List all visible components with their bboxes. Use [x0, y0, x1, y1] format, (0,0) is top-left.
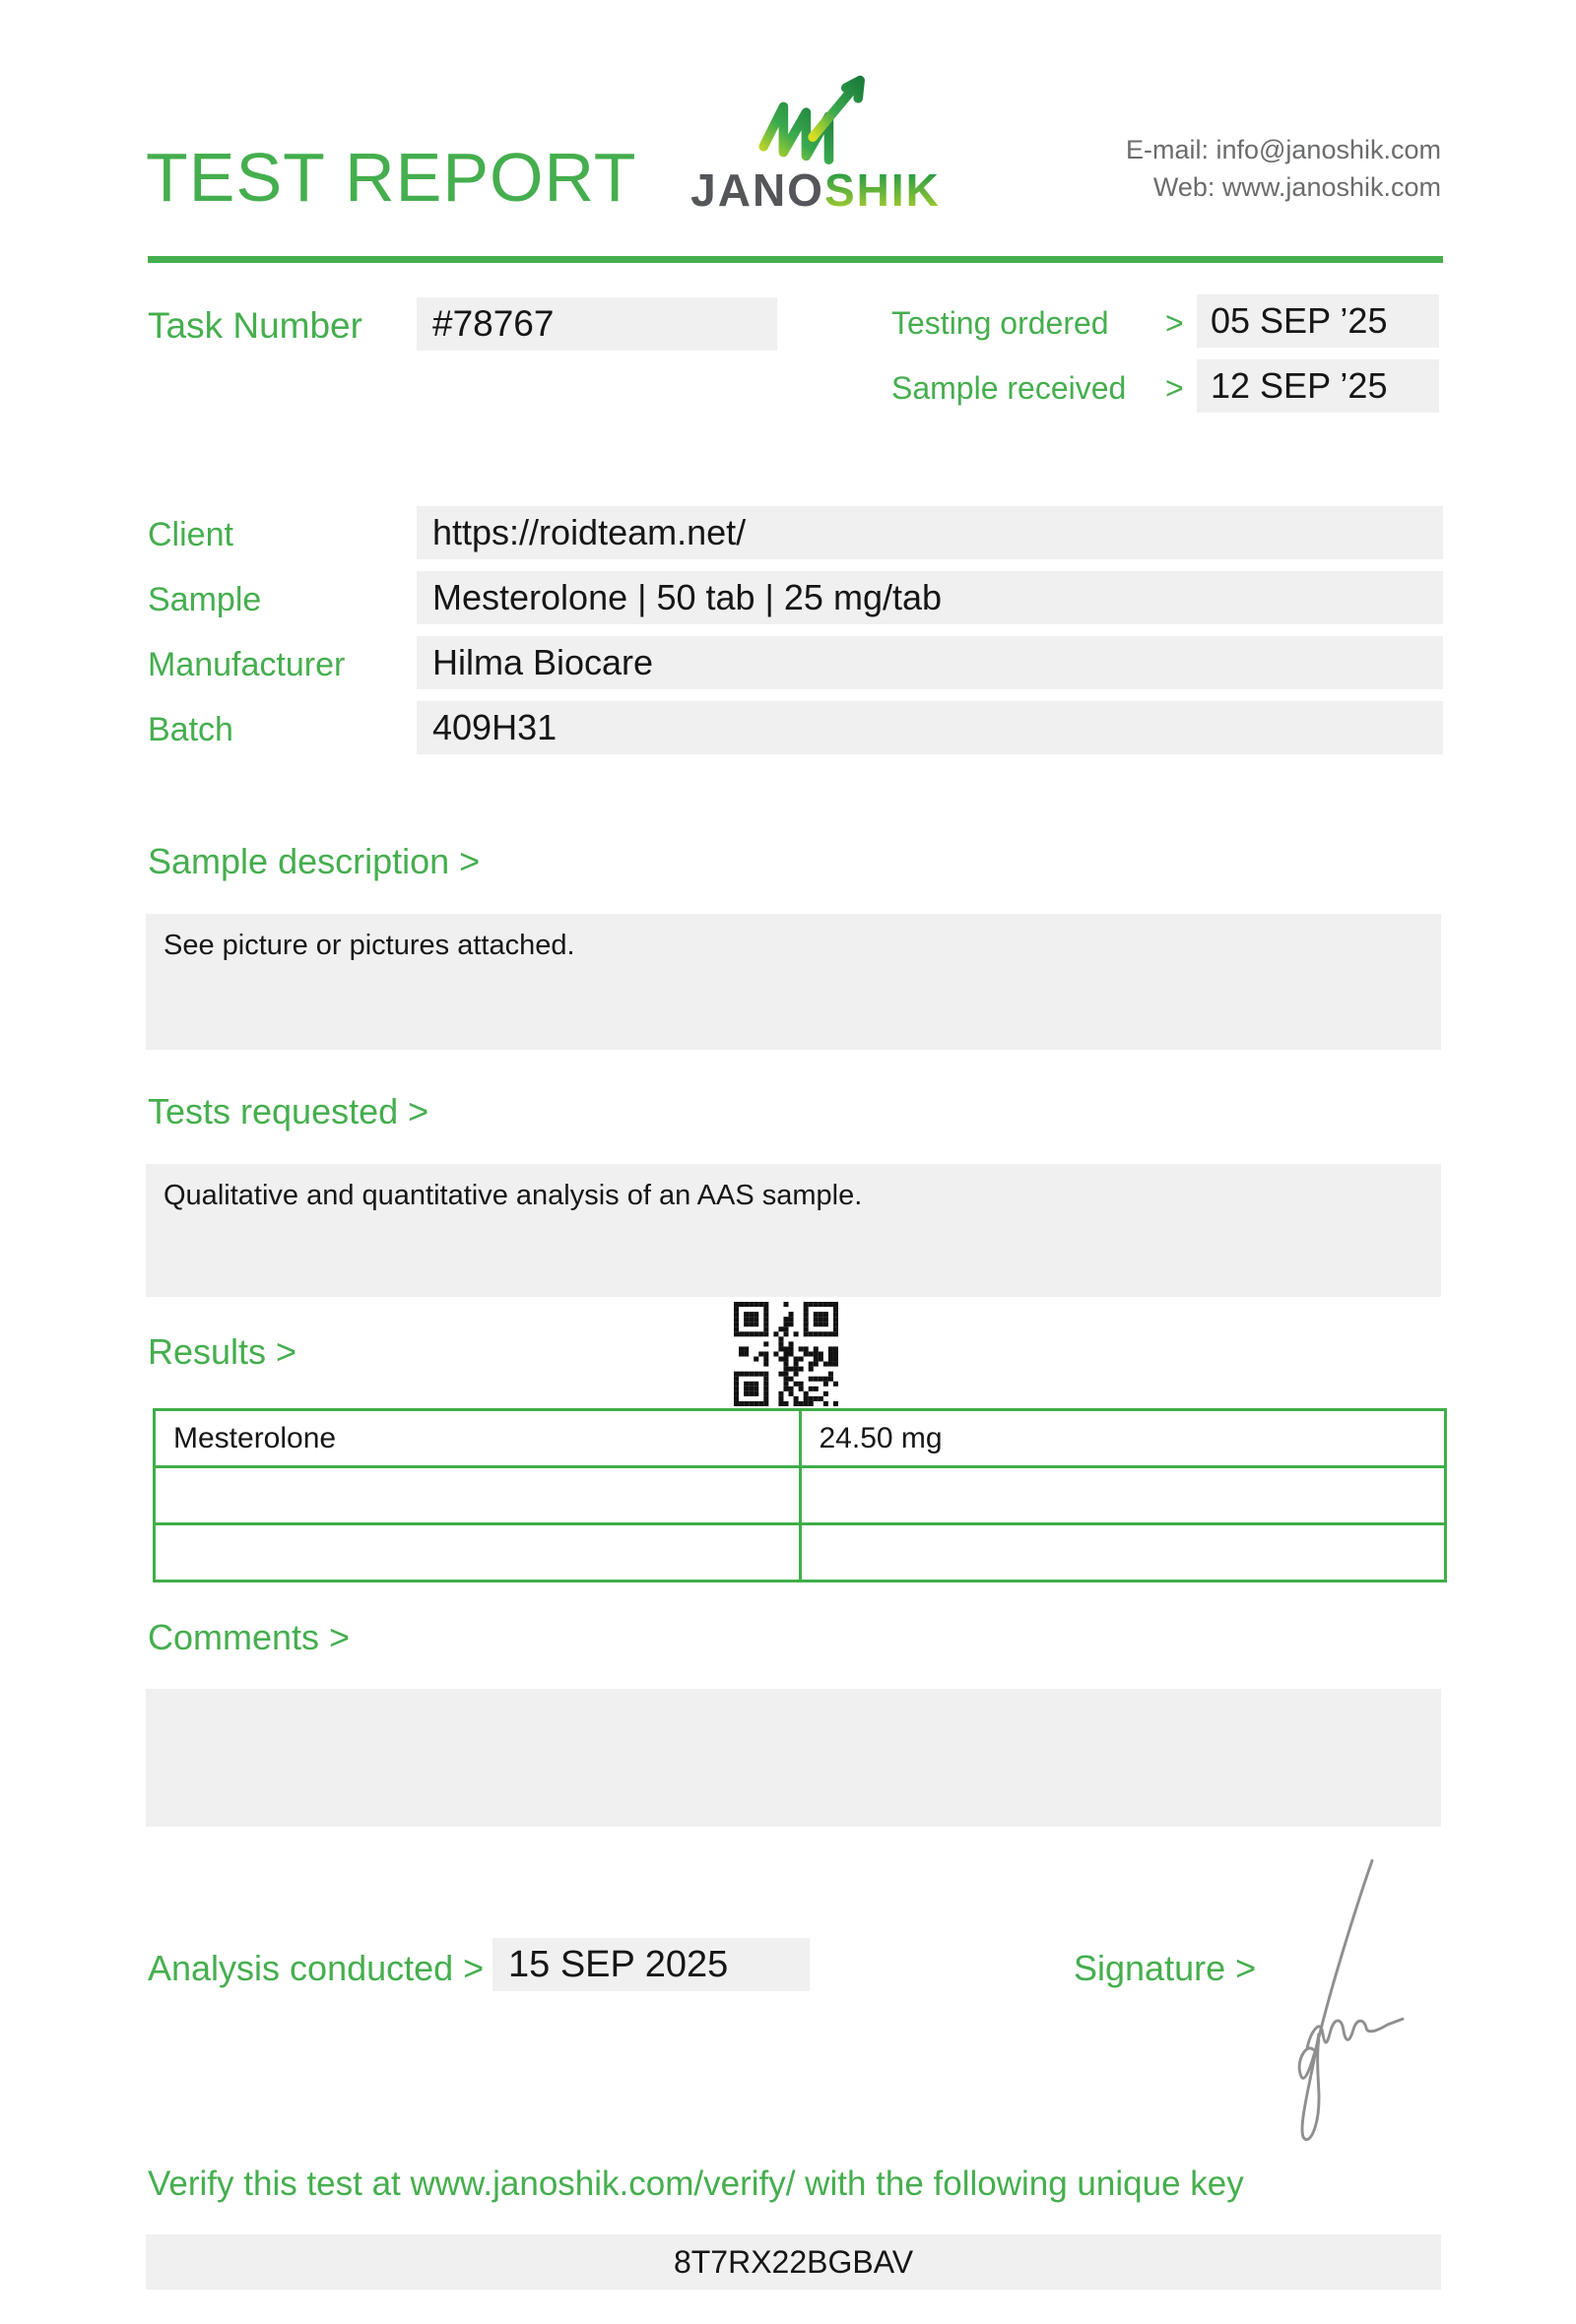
- header-divider: [148, 256, 1443, 263]
- tests-requested-heading: Tests requested >: [148, 1091, 429, 1131]
- comments-box: [146, 1689, 1441, 1827]
- task-number-value: #78767: [417, 297, 777, 351]
- sample-received-arrow: >: [1165, 370, 1184, 406]
- sample-description-box: See picture or pictures attached.: [146, 914, 1441, 1050]
- client-label: Client: [148, 516, 233, 553]
- verify-instruction: Verify this test at www.janoshik.com/verify/ with the following unique key: [148, 2164, 1244, 2203]
- contact-email: E-mail: info@janoshik.com: [1125, 135, 1441, 164]
- sample-value: Mesterolone | 50 tab | 25 mg/tab: [417, 571, 1443, 624]
- client-value: https://roidteam.net/: [417, 506, 1443, 559]
- task-number-label: Task Number: [148, 305, 362, 346]
- result-substance: Mesterolone: [155, 1410, 801, 1467]
- contact-block: [1126, 131, 1441, 206]
- detail-row-manufacturer: [148, 636, 1443, 689]
- manufacturer-value: Hilma Biocare: [417, 636, 1443, 689]
- result-substance: [155, 1524, 801, 1582]
- sample-details: [148, 506, 1443, 766]
- batch-value: 409H31: [417, 701, 1443, 754]
- result-amount: [800, 1467, 1446, 1524]
- results-row: [155, 1467, 1446, 1524]
- results-row: [155, 1524, 1446, 1582]
- sample-received-date: 12 SEP ’25: [1197, 359, 1439, 413]
- sample-label: Sample: [148, 581, 262, 618]
- testing-ordered-row: [891, 294, 1439, 348]
- logo-word-dark: JANO: [690, 164, 824, 216]
- logo-word-green: SHIK: [823, 164, 941, 216]
- comments-heading: Comments >: [148, 1617, 351, 1657]
- verify-key: 8T7RX22BGBAV: [146, 2234, 1441, 2290]
- sample-received-row: [891, 359, 1439, 413]
- detail-row-batch: [148, 701, 1443, 754]
- testing-ordered-date: 05 SEP ’25: [1197, 294, 1439, 348]
- analysis-conducted-label: Analysis conducted >: [148, 1948, 485, 1988]
- sample-received-label: Sample received: [891, 370, 1127, 406]
- result-amount: 24.50 mg: [800, 1410, 1446, 1467]
- janoshik-logo: [638, 71, 993, 215]
- results-heading: Results >: [148, 1331, 297, 1372]
- contact-web: Web: www.janoshik.com: [1152, 172, 1441, 202]
- results-row: [155, 1410, 1446, 1467]
- result-amount: [800, 1524, 1446, 1582]
- signature-scribble: [1269, 1843, 1416, 2149]
- detail-row-sample: [148, 571, 1443, 624]
- testing-ordered-label: Testing ordered: [891, 305, 1109, 341]
- qr-code: [734, 1302, 838, 1406]
- signature-label: Signature >: [1074, 1948, 1257, 1988]
- logo-wordmark: [638, 165, 993, 215]
- growth-chart-icon: [750, 71, 882, 165]
- results-table: [153, 1408, 1447, 1582]
- manufacturer-label: Manufacturer: [148, 646, 346, 683]
- result-substance: [155, 1467, 801, 1524]
- tests-requested-box: Qualitative and quantitative analysis of an AAS sample.: [146, 1164, 1441, 1297]
- batch-label: Batch: [148, 711, 233, 748]
- detail-row-client: [148, 506, 1443, 559]
- testing-ordered-arrow: >: [1165, 305, 1184, 341]
- analysis-conducted-date: 15 SEP 2025: [492, 1938, 810, 1991]
- page-title: TEST REPORT: [146, 139, 637, 216]
- sample-description-heading: Sample description >: [148, 841, 481, 881]
